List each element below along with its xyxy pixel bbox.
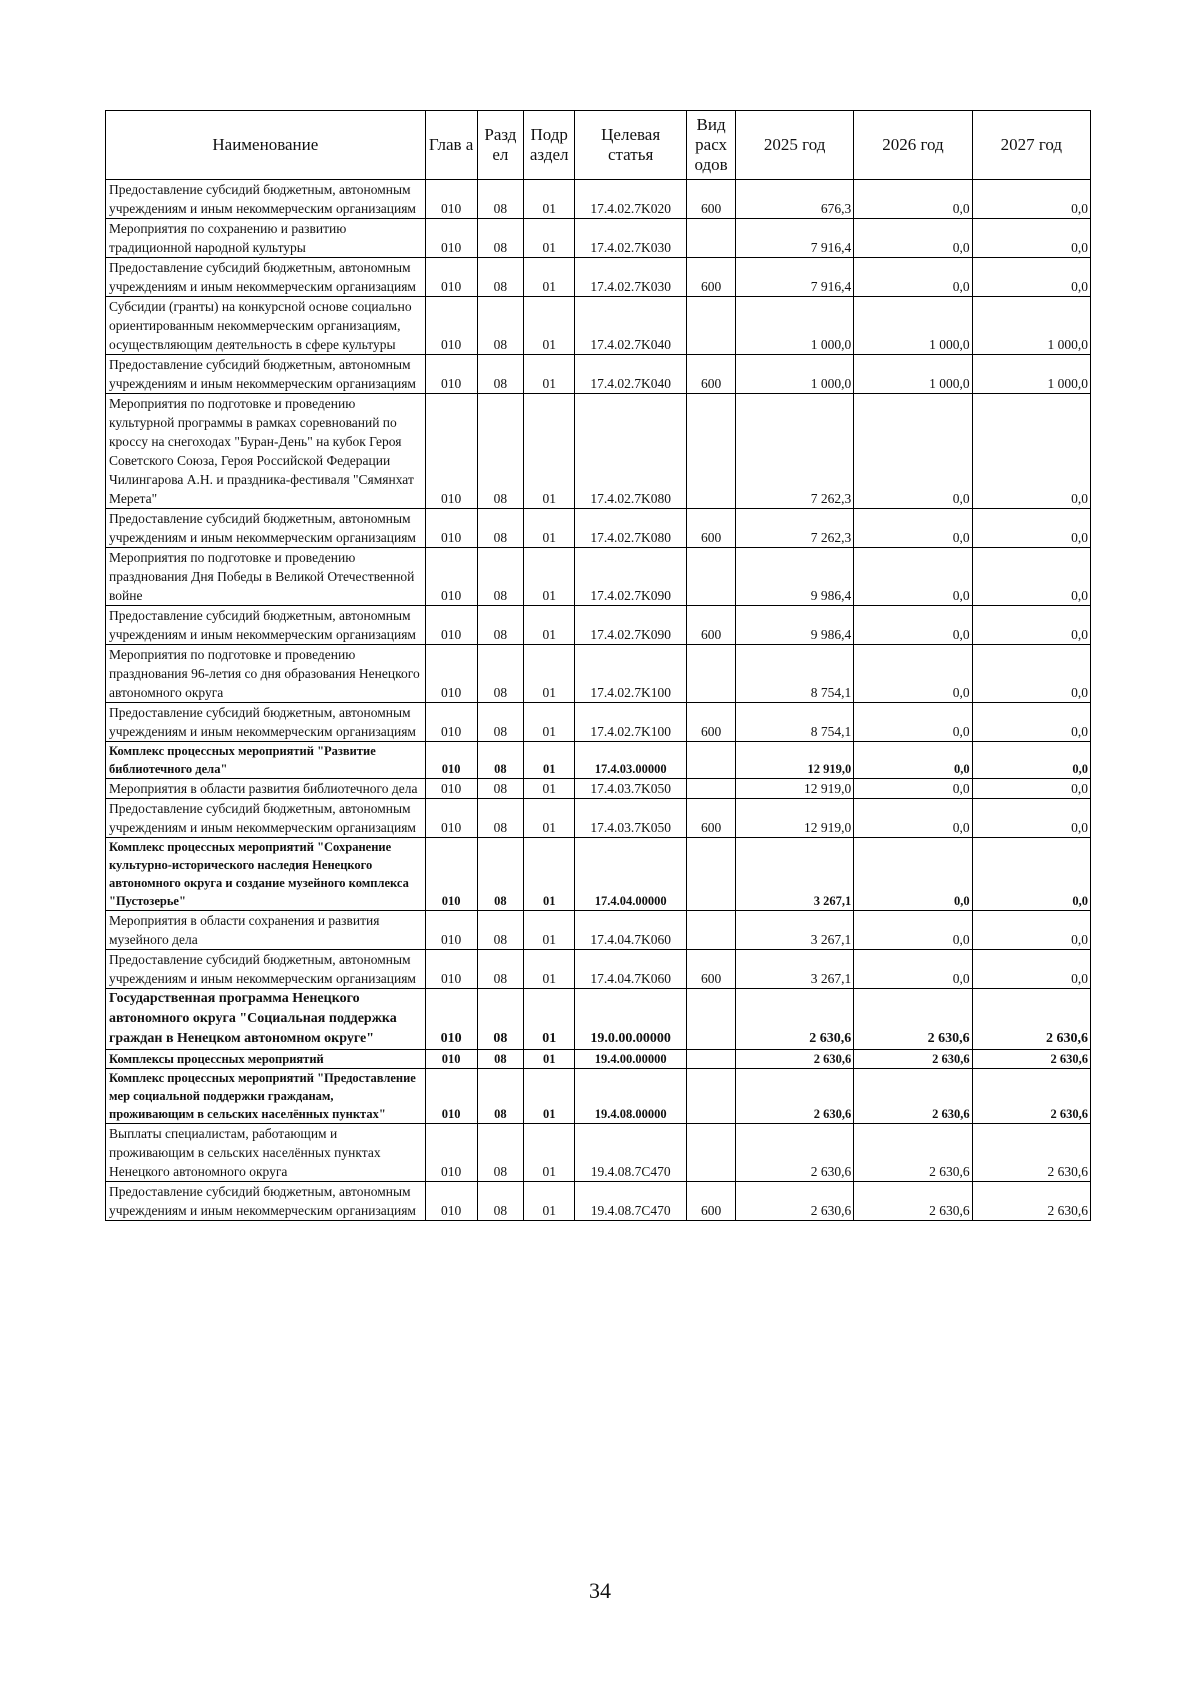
row-glava: 010: [425, 297, 477, 355]
header-expense-type: Вид расх одов: [687, 111, 736, 180]
row-value-2025: 3 267,1: [735, 950, 853, 989]
row-podrazdel: 01: [524, 1050, 575, 1069]
table-row: [106, 838, 1091, 911]
table-row: [106, 355, 1091, 394]
row-value-2026: 0,0: [854, 606, 972, 645]
row-glava: 010: [425, 394, 477, 509]
row-value-2026: 0,0: [854, 742, 972, 779]
row-expense-type: 600: [687, 799, 736, 838]
row-target-article: 17.4.04.00000: [575, 838, 687, 911]
row-expense-type: [687, 297, 736, 355]
row-value-2025: 1 000,0: [735, 355, 853, 394]
row-value-2026: 0,0: [854, 219, 972, 258]
header-2025: 2025 год: [735, 111, 853, 180]
row-target-article: 17.4.03.7K050: [575, 779, 687, 799]
table-row: [106, 394, 1091, 509]
header-name: Наименование: [106, 111, 426, 180]
row-name: Предоставление субсидий бюджетным, автономным учреждениям и иным некоммерческим организациям: [106, 950, 426, 989]
row-expense-type: 600: [687, 355, 736, 394]
row-razdel: 08: [477, 989, 524, 1050]
row-name: Мероприятия по подготовке и проведению культурной программы в рамках соревнований по кроссу на снегоходах "Буран-День" на кубок Героя Советского Союза, Героя Российской Федерации Чилингарова А.Н. и праздника-фестиваля "Сямянхат Мерета": [106, 394, 426, 509]
row-glava: 010: [425, 1182, 477, 1221]
row-razdel: 08: [477, 950, 524, 989]
row-target-article: 17.4.02.7K100: [575, 645, 687, 703]
row-razdel: 08: [477, 911, 524, 950]
table-row: [106, 911, 1091, 950]
row-value-2025: 2 630,6: [735, 1069, 853, 1124]
row-podrazdel: 01: [524, 258, 575, 297]
table-row: [106, 1124, 1091, 1182]
row-podrazdel: 01: [524, 950, 575, 989]
row-value-2026: 2 630,6: [854, 1050, 972, 1069]
row-value-2025: 12 919,0: [735, 742, 853, 779]
row-expense-type: 600: [687, 1182, 736, 1221]
row-value-2026: 2 630,6: [854, 1182, 972, 1221]
row-value-2026: 0,0: [854, 548, 972, 606]
row-razdel: 08: [477, 355, 524, 394]
row-target-article: 17.4.04.7K060: [575, 950, 687, 989]
table-row: [106, 219, 1091, 258]
row-glava: 010: [425, 703, 477, 742]
row-razdel: 08: [477, 703, 524, 742]
row-glava: 010: [425, 355, 477, 394]
header-target-article: Целевая статья: [575, 111, 687, 180]
row-name: Предоставление субсидий бюджетным, автономным учреждениям и иным некоммерческим организациям: [106, 799, 426, 838]
row-razdel: 08: [477, 779, 524, 799]
row-podrazdel: 01: [524, 394, 575, 509]
table-row: [106, 180, 1091, 219]
row-glava: 010: [425, 1050, 477, 1069]
row-glava: 010: [425, 742, 477, 779]
row-value-2026: 0,0: [854, 911, 972, 950]
row-glava: 010: [425, 219, 477, 258]
row-name: Комплексы процессных мероприятий: [106, 1050, 426, 1069]
row-expense-type: 600: [687, 606, 736, 645]
row-razdel: 08: [477, 838, 524, 911]
table-row: [106, 799, 1091, 838]
row-value-2025: 9 986,4: [735, 548, 853, 606]
row-value-2027: 0,0: [972, 779, 1090, 799]
row-value-2025: 3 267,1: [735, 838, 853, 911]
row-glava: 010: [425, 548, 477, 606]
row-podrazdel: 01: [524, 1124, 575, 1182]
row-value-2027: 0,0: [972, 799, 1090, 838]
row-name: Предоставление субсидий бюджетным, автономным учреждениям и иным некоммерческим организациям: [106, 258, 426, 297]
table-row: [106, 297, 1091, 355]
row-expense-type: [687, 1124, 736, 1182]
row-value-2026: 0,0: [854, 258, 972, 297]
table-row: [106, 1182, 1091, 1221]
row-value-2025: 7 262,3: [735, 394, 853, 509]
row-razdel: 08: [477, 548, 524, 606]
row-expense-type: [687, 911, 736, 950]
row-glava: 010: [425, 911, 477, 950]
row-expense-type: [687, 219, 736, 258]
table-row: [106, 703, 1091, 742]
row-value-2025: 676,3: [735, 180, 853, 219]
row-podrazdel: 01: [524, 703, 575, 742]
row-razdel: 08: [477, 645, 524, 703]
row-razdel: 08: [477, 799, 524, 838]
row-value-2027: 0,0: [972, 394, 1090, 509]
row-value-2025: 8 754,1: [735, 703, 853, 742]
row-value-2026: 0,0: [854, 509, 972, 548]
row-value-2025: 2 630,6: [735, 989, 853, 1050]
row-value-2027: 0,0: [972, 509, 1090, 548]
table-row: [106, 1050, 1091, 1069]
row-expense-type: [687, 1069, 736, 1124]
table-row: [106, 258, 1091, 297]
row-value-2027: 0,0: [972, 742, 1090, 779]
row-glava: 010: [425, 509, 477, 548]
row-value-2026: 1 000,0: [854, 297, 972, 355]
row-podrazdel: 01: [524, 1182, 575, 1221]
row-podrazdel: 01: [524, 779, 575, 799]
row-value-2025: 2 630,6: [735, 1182, 853, 1221]
row-value-2025: 12 919,0: [735, 799, 853, 838]
row-value-2027: 2 630,6: [972, 989, 1090, 1050]
row-glava: 010: [425, 989, 477, 1050]
row-razdel: 08: [477, 606, 524, 645]
row-value-2025: 8 754,1: [735, 645, 853, 703]
table-row: [106, 950, 1091, 989]
row-value-2026: 0,0: [854, 703, 972, 742]
row-razdel: 08: [477, 1124, 524, 1182]
row-glava: 010: [425, 606, 477, 645]
row-expense-type: [687, 742, 736, 779]
row-glava: 010: [425, 258, 477, 297]
row-value-2025: 2 630,6: [735, 1050, 853, 1069]
row-razdel: 08: [477, 509, 524, 548]
row-podrazdel: 01: [524, 645, 575, 703]
row-razdel: 08: [477, 742, 524, 779]
row-razdel: 08: [477, 394, 524, 509]
row-name: Предоставление субсидий бюджетным, автономным учреждениям и иным некоммерческим организациям: [106, 1182, 426, 1221]
table-row: [106, 606, 1091, 645]
row-razdel: 08: [477, 219, 524, 258]
row-name: Комплекс процессных мероприятий "Предоставление мер социальной поддержки гражданам, проживающим в сельских населённых пунктах": [106, 1069, 426, 1124]
row-podrazdel: 01: [524, 355, 575, 394]
row-expense-type: [687, 989, 736, 1050]
row-value-2026: 1 000,0: [854, 355, 972, 394]
row-podrazdel: 01: [524, 1069, 575, 1124]
row-target-article: 17.4.03.7K050: [575, 799, 687, 838]
row-expense-type: 600: [687, 258, 736, 297]
row-value-2027: 0,0: [972, 911, 1090, 950]
row-glava: 010: [425, 180, 477, 219]
row-value-2026: 0,0: [854, 645, 972, 703]
row-razdel: 08: [477, 258, 524, 297]
row-target-article: 17.4.02.7K090: [575, 548, 687, 606]
row-value-2027: 2 630,6: [972, 1182, 1090, 1221]
row-glava: 010: [425, 1069, 477, 1124]
row-target-article: 19.4.08.7C470: [575, 1182, 687, 1221]
header-2026: 2026 год: [854, 111, 972, 180]
table-row: [106, 548, 1091, 606]
row-razdel: 08: [477, 1050, 524, 1069]
row-target-article: 17.4.02.7K030: [575, 258, 687, 297]
row-podrazdel: 01: [524, 509, 575, 548]
row-glava: 010: [425, 799, 477, 838]
row-value-2025: 7 262,3: [735, 509, 853, 548]
row-name: Предоставление субсидий бюджетным, автономным учреждениям и иным некоммерческим организациям: [106, 180, 426, 219]
row-target-article: 17.4.02.7K080: [575, 394, 687, 509]
row-razdel: 08: [477, 180, 524, 219]
row-target-article: 17.4.02.7K040: [575, 297, 687, 355]
row-value-2027: 0,0: [972, 645, 1090, 703]
row-value-2027: 0,0: [972, 606, 1090, 645]
row-value-2025: 7 916,4: [735, 258, 853, 297]
table-row: [106, 779, 1091, 799]
row-razdel: 08: [477, 297, 524, 355]
row-name: Мероприятия в области развития библиотечного дела: [106, 779, 426, 799]
row-target-article: 17.4.02.7K040: [575, 355, 687, 394]
budget-table: [105, 110, 1091, 1221]
row-value-2027: 2 630,6: [972, 1124, 1090, 1182]
row-expense-type: [687, 779, 736, 799]
row-podrazdel: 01: [524, 180, 575, 219]
row-expense-type: [687, 645, 736, 703]
row-expense-type: [687, 548, 736, 606]
header-razdel: Разд ел: [477, 111, 524, 180]
row-name: Мероприятия по подготовке и проведению празднования 96-летия со дня образования Ненецкого автономного округа: [106, 645, 426, 703]
table-row: [106, 1069, 1091, 1124]
row-podrazdel: 01: [524, 606, 575, 645]
row-value-2026: 0,0: [854, 950, 972, 989]
row-podrazdel: 01: [524, 989, 575, 1050]
row-name: Мероприятия по сохранению и развитию традиционной народной культуры: [106, 219, 426, 258]
row-expense-type: 600: [687, 950, 736, 989]
row-glava: 010: [425, 950, 477, 989]
row-value-2027: 0,0: [972, 180, 1090, 219]
row-value-2025: 2 630,6: [735, 1124, 853, 1182]
row-podrazdel: 01: [524, 548, 575, 606]
row-value-2026: 2 630,6: [854, 989, 972, 1050]
row-podrazdel: 01: [524, 742, 575, 779]
table-row: [106, 742, 1091, 779]
row-value-2027: 0,0: [972, 838, 1090, 911]
row-target-article: 19.4.08.7C470: [575, 1124, 687, 1182]
row-razdel: 08: [477, 1182, 524, 1221]
row-target-article: 17.4.03.00000: [575, 742, 687, 779]
row-name: Мероприятия в области сохранения и развития музейного дела: [106, 911, 426, 950]
row-target-article: 17.4.02.7K090: [575, 606, 687, 645]
row-name: Предоставление субсидий бюджетным, автономным учреждениям и иным некоммерческим организациям: [106, 703, 426, 742]
row-name: Предоставление субсидий бюджетным, автономным учреждениям и иным некоммерческим организациям: [106, 606, 426, 645]
row-value-2025: 12 919,0: [735, 779, 853, 799]
row-value-2026: 0,0: [854, 799, 972, 838]
row-expense-type: 600: [687, 703, 736, 742]
row-value-2026: 2 630,6: [854, 1069, 972, 1124]
row-expense-type: [687, 1050, 736, 1069]
row-name: Комплекс процессных мероприятий "Развитие библиотечного дела": [106, 742, 426, 779]
header-glava: Глав а: [425, 111, 477, 180]
row-podrazdel: 01: [524, 838, 575, 911]
row-value-2026: 0,0: [854, 779, 972, 799]
row-expense-type: [687, 394, 736, 509]
row-value-2027: 0,0: [972, 219, 1090, 258]
row-value-2026: 2 630,6: [854, 1124, 972, 1182]
table-row: [106, 645, 1091, 703]
row-expense-type: 600: [687, 180, 736, 219]
row-expense-type: [687, 838, 736, 911]
row-target-article: 19.0.00.00000: [575, 989, 687, 1050]
row-value-2027: 0,0: [972, 258, 1090, 297]
row-podrazdel: 01: [524, 219, 575, 258]
row-value-2027: 0,0: [972, 548, 1090, 606]
row-name: Предоставление субсидий бюджетным, автономным учреждениям и иным некоммерческим организациям: [106, 509, 426, 548]
header-2027: 2027 год: [972, 111, 1090, 180]
row-value-2027: 2 630,6: [972, 1069, 1090, 1124]
page-number: 34: [589, 1578, 611, 1603]
row-value-2027: 2 630,6: [972, 1050, 1090, 1069]
row-target-article: 17.4.04.7K060: [575, 911, 687, 950]
row-value-2026: 0,0: [854, 180, 972, 219]
row-podrazdel: 01: [524, 297, 575, 355]
row-value-2027: 1 000,0: [972, 297, 1090, 355]
row-value-2026: 0,0: [854, 838, 972, 911]
row-value-2025: 9 986,4: [735, 606, 853, 645]
row-value-2025: 1 000,0: [735, 297, 853, 355]
table-row: [106, 509, 1091, 548]
row-glava: 010: [425, 779, 477, 799]
row-target-article: 17.4.02.7K100: [575, 703, 687, 742]
table-header-row: [106, 111, 1091, 180]
table-row: [106, 989, 1091, 1050]
row-value-2025: 3 267,1: [735, 911, 853, 950]
row-value-2026: 0,0: [854, 394, 972, 509]
row-name: Предоставление субсидий бюджетным, автономным учреждениям и иным некоммерческим организациям: [106, 355, 426, 394]
header-podrazdel: Подр аздел: [524, 111, 575, 180]
row-value-2027: 0,0: [972, 703, 1090, 742]
row-podrazdel: 01: [524, 799, 575, 838]
row-name: Мероприятия по подготовке и проведению празднования Дня Победы в Великой Отечественной войне: [106, 548, 426, 606]
row-podrazdel: 01: [524, 911, 575, 950]
row-razdel: 08: [477, 1069, 524, 1124]
row-expense-type: 600: [687, 509, 736, 548]
row-target-article: 19.4.08.00000: [575, 1069, 687, 1124]
row-name: Комплекс процессных мероприятий "Сохранение культурно-исторического наследия Ненецкого автономного округа и создание музейного комплекса "Пустозерье": [106, 838, 426, 911]
row-value-2025: 7 916,4: [735, 219, 853, 258]
row-target-article: 17.4.02.7K030: [575, 219, 687, 258]
row-glava: 010: [425, 838, 477, 911]
row-value-2027: 0,0: [972, 950, 1090, 989]
row-target-article: 19.4.00.00000: [575, 1050, 687, 1069]
row-glava: 010: [425, 1124, 477, 1182]
row-target-article: 17.4.02.7K020: [575, 180, 687, 219]
row-target-article: 17.4.02.7K080: [575, 509, 687, 548]
row-name: Государственная программа Ненецкого автономного округа "Социальная поддержка граждан в Ненецком автономном округе": [106, 989, 426, 1050]
row-name: Субсидии (гранты) на конкурсной основе социально ориентированным некоммерческим организациям, осуществляющим деятельность в сфере культуры: [106, 297, 426, 355]
row-glava: 010: [425, 645, 477, 703]
row-value-2027: 1 000,0: [972, 355, 1090, 394]
row-name: Выплаты специалистам, работающим и проживающим в сельских населённых пунктах Ненецкого автономного округа: [106, 1124, 426, 1182]
